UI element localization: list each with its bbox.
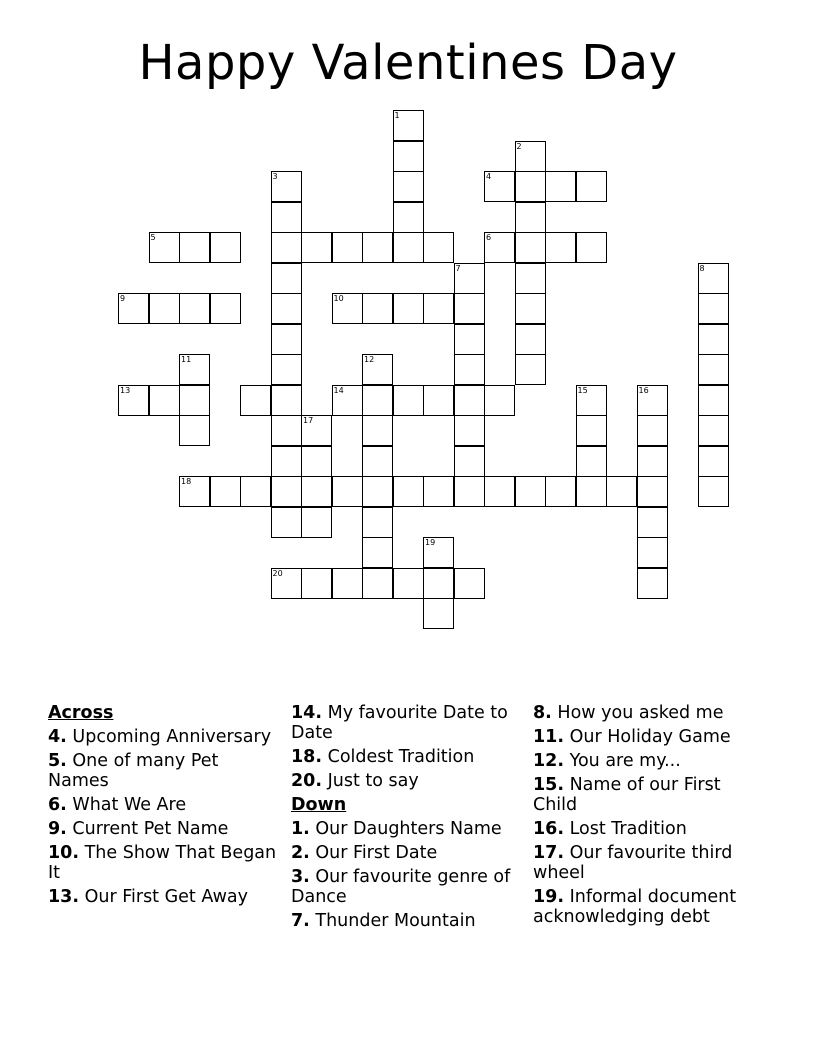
clue-text: My favourite Date to Date [291,703,508,743]
grid-cell[interactable] [576,476,607,507]
grid-cell-20[interactable] [271,568,302,599]
grid-cell[interactable] [515,293,546,324]
grid-cell-19[interactable] [423,537,454,568]
clue-text: Our favourite third wheel [533,843,733,883]
clue-number: 3. [291,867,310,887]
grid-cell[interactable] [393,476,424,507]
clue-text: How you asked me [557,703,724,723]
grid-cell[interactable] [454,568,485,599]
grid-cell[interactable] [301,568,332,599]
grid-cell-10[interactable] [332,293,363,324]
clue-number: 3 [272,172,278,181]
grid-cell[interactable] [179,385,210,416]
grid-cell[interactable] [515,171,546,202]
clue-number: 5 [150,233,156,242]
grid-cell[interactable] [393,385,424,416]
clue-number: 17 [303,416,314,425]
clue-item [533,843,763,883]
clue-text: Upcoming Anniversary [72,727,272,747]
clue-text: Lost Tradition [569,819,687,839]
clues-column-3 [533,703,763,931]
grid-cell[interactable] [271,202,302,233]
clue-number: 7 [455,263,461,273]
grid-cell[interactable] [423,476,454,507]
grid-cell-6[interactable] [484,232,515,263]
clue-number: 4 [486,172,492,181]
clue-number: 15. [533,775,565,795]
grid-cell[interactable] [637,476,668,507]
clue-text: Informal document acknowledging debt [533,887,737,927]
grid-cell-11[interactable] [179,354,210,385]
grid-cell[interactable] [179,232,210,263]
clue-text: Our First Get Away [84,887,249,907]
clue-number: 2 [516,141,522,151]
grid-cell[interactable] [698,476,729,507]
clue-item [291,771,521,791]
clue-item [48,843,278,883]
grid-cell[interactable] [545,232,576,263]
grid-cell-14[interactable] [332,385,363,416]
clue-number: 6 [486,233,492,242]
clue-item [291,843,521,863]
grid-cell-8[interactable] [698,263,729,294]
clue-item [291,867,521,907]
grid-cell[interactable] [576,232,607,263]
grid-cell[interactable] [637,446,668,477]
clue-number: 5. [48,751,67,771]
clue-number: 20. [291,771,323,791]
grid-cell[interactable] [393,171,424,202]
clue-number: 10 [333,294,344,303]
grid-cell[interactable] [698,446,729,477]
grid-cell[interactable] [149,385,180,416]
clue-number: 1 [394,111,400,120]
clue-number: 14 [333,385,344,395]
grid-cell[interactable] [454,324,485,355]
clue-number: 8 [699,263,705,273]
grid-cell-13[interactable] [118,385,149,416]
grid-cell[interactable] [362,293,393,324]
grid-cell[interactable] [606,476,637,507]
grid-cell[interactable] [362,385,393,416]
grid-cell[interactable] [179,293,210,324]
grid-cell[interactable] [515,202,546,233]
grid-cell-5[interactable] [149,232,180,263]
grid-cell-15[interactable] [576,385,607,416]
grid-cell[interactable] [271,476,302,507]
grid-cell[interactable] [332,568,363,599]
grid-cell[interactable] [362,476,393,507]
clue-text: Name of our First Child [533,775,721,815]
grid-cell[interactable] [362,537,393,568]
grid-cell[interactable] [271,232,302,263]
grid-cell[interactable] [576,171,607,202]
grid-cell-17[interactable] [301,415,332,446]
grid-cell[interactable] [454,354,485,385]
grid-cell[interactable] [271,324,302,355]
grid-cell[interactable] [515,324,546,355]
grid-cell[interactable] [271,385,302,416]
clue-number: 13 [120,385,131,395]
clue-number: 2. [291,843,310,863]
clue-item [291,747,521,767]
page-title: Happy Valentines Day [138,35,678,91]
grid-cell[interactable] [179,415,210,446]
grid-cell[interactable] [210,293,241,324]
clue-item [291,819,521,839]
grid-cell-2[interactable] [515,141,546,172]
grid-cell[interactable] [301,446,332,477]
grid-cell[interactable] [423,293,454,324]
grid-cell[interactable] [637,415,668,446]
grid-cell[interactable] [271,507,302,538]
grid-cell-18[interactable] [179,476,210,507]
grid-cell[interactable] [393,568,424,599]
grid-cell[interactable] [332,476,363,507]
grid-cell[interactable] [576,446,607,477]
clue-number: 7. [291,911,310,931]
clue-number: 1. [291,819,310,839]
clue-text: Our First Date [315,843,438,863]
clue-item [533,775,763,815]
grid-cell[interactable] [484,385,515,416]
grid-cell[interactable] [698,415,729,446]
clue-number: 18 [181,477,192,486]
clue-text: Current Pet Name [72,819,229,839]
grid-cell[interactable] [271,293,302,324]
clue-item [533,703,763,723]
grid-cell[interactable] [545,171,576,202]
clue-item [48,819,278,839]
grid-cell[interactable] [210,476,241,507]
clue-text: Our Holiday Game [569,727,731,747]
clue-text: Coldest Tradition [327,747,475,767]
grid-cell[interactable] [454,415,485,446]
clue-number: 9. [48,819,67,839]
clue-item [48,795,278,815]
grid-cell[interactable] [637,507,668,538]
clue-text: The Show That Began It [48,843,277,883]
grid-cell[interactable] [210,232,241,263]
grid-cell[interactable] [301,232,332,263]
clue-item [533,819,763,839]
across-heading: Across [48,703,114,723]
clue-item [533,727,763,747]
clue-item [48,751,278,791]
clue-number: 15 [577,385,588,395]
clue-number: 17. [533,843,565,863]
clue-number: 19 [425,538,436,547]
grid-cell[interactable] [240,385,271,416]
grid-cell-4[interactable] [484,171,515,202]
clue-number: 16. [533,819,565,839]
down-clue-list [291,819,521,931]
grid-cell[interactable] [393,232,424,263]
grid-cell[interactable] [301,507,332,538]
clue-text: Just to say [327,771,419,791]
clue-text: Our Daughters Name [315,819,502,839]
grid-cell[interactable] [393,293,424,324]
grid-cell[interactable] [545,476,576,507]
grid-cell[interactable] [698,293,729,324]
clue-number: 18. [291,747,323,767]
grid-cell[interactable] [484,476,515,507]
clue-item [48,727,278,747]
grid-cell[interactable] [698,324,729,355]
grid-cell[interactable] [332,232,363,263]
grid-cell[interactable] [362,568,393,599]
grid-cell[interactable] [423,598,454,629]
grid-cell[interactable] [271,263,302,294]
clue-number: 12 [364,355,375,364]
grid-cell[interactable] [301,476,332,507]
grid-cell[interactable] [637,568,668,599]
clue-number: 19. [533,887,565,907]
grid-cell[interactable] [454,446,485,477]
clues-column-2 [291,703,521,935]
clue-item [291,703,521,743]
grid-cell[interactable] [362,446,393,477]
grid-cell-9[interactable] [118,293,149,324]
clues-column-1 [48,703,278,911]
grid-cell[interactable] [637,537,668,568]
clue-number: 13. [48,887,80,907]
grid-cell[interactable] [454,293,485,324]
clue-number: 11. [533,727,565,747]
grid-cell[interactable] [423,232,454,263]
down-heading: Down [291,795,347,815]
grid-cell[interactable] [698,385,729,416]
clue-text: One of many Pet Names [48,751,219,791]
grid-cell[interactable] [362,232,393,263]
clue-item [48,887,278,907]
down-clue-list-continued [533,703,763,927]
across-clue-list [48,727,278,907]
clue-item [533,887,763,927]
clue-number: 4. [48,727,67,747]
grid-cell[interactable] [423,385,454,416]
clue-text: What We Are [72,795,187,815]
clue-text: Our favourite genre of Dance [291,867,511,907]
clue-number: 10. [48,843,80,863]
across-clue-list-continued [291,703,521,791]
clue-number: 9 [120,294,126,303]
grid-cell[interactable] [393,202,424,233]
grid-cell-3[interactable] [271,171,302,202]
grid-cell[interactable] [515,354,546,385]
grid-cell[interactable] [698,354,729,385]
clue-number: 8. [533,703,552,723]
clue-text: Thunder Mountain [315,911,476,931]
grid-cell-12[interactable] [362,354,393,385]
grid-cell[interactable] [515,263,546,294]
grid-cell-16[interactable] [637,385,668,416]
grid-cell[interactable] [393,141,424,172]
grid-cell[interactable] [271,446,302,477]
clue-item [533,751,763,771]
grid-cell[interactable] [271,415,302,446]
grid-cell[interactable] [423,568,454,599]
clue-number: 6. [48,795,67,815]
grid-cell[interactable] [362,507,393,538]
grid-cell-7[interactable] [454,263,485,294]
clue-number: 16 [638,385,649,395]
grid-cell[interactable] [271,354,302,385]
grid-cell[interactable] [454,385,485,416]
grid-cell[interactable] [515,232,546,263]
clue-item [291,911,521,931]
grid-cell[interactable] [362,415,393,446]
grid-cell[interactable] [515,476,546,507]
clue-text: You are my... [569,751,681,771]
grid-cell[interactable] [576,415,607,446]
grid-cell[interactable] [240,476,271,507]
grid-cell-1[interactable] [393,110,424,141]
clue-number: 12. [533,751,565,771]
clue-number: 14. [291,703,323,723]
clue-number: 11 [181,355,192,364]
clue-number: 20 [272,568,283,578]
grid-cell[interactable] [454,476,485,507]
grid-cell[interactable] [149,293,180,324]
